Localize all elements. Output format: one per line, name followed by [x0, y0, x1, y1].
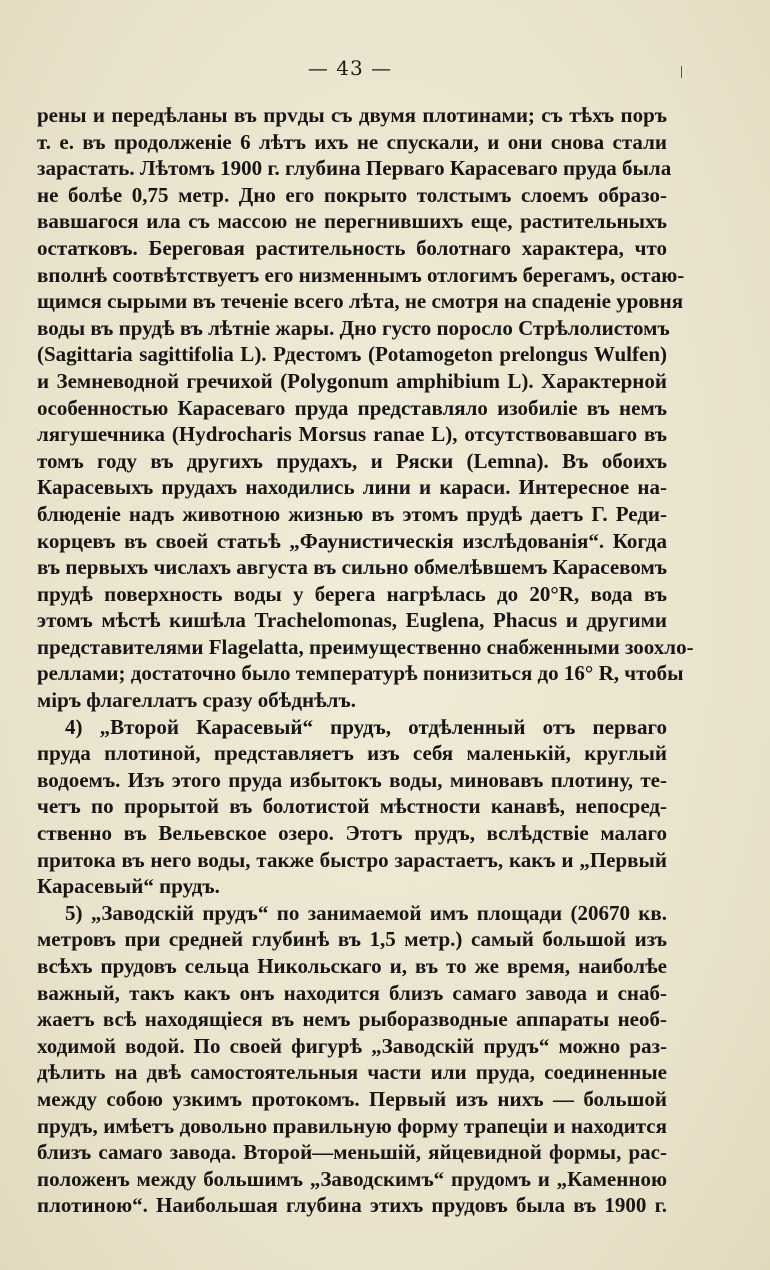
text-line: вавшагося ила съ массою не перегнившихъ еще, растительныхъ [37, 209, 667, 234]
text-line: т. е. въ продолженіе 6 лѣтъ ихъ не спускали, и они снова стали [37, 129, 667, 154]
paragraph-start-line: 5) „Заводскій прудъ“ по занимаемой имъ площади (20670 кв. [65, 900, 667, 925]
text-line: воды въ прудѣ въ лѣтніе жары. Дно густо поросло Стрѣлолистомъ [37, 315, 670, 340]
text-line: вполнѣ соотвѣтствуетъ его низменнымъ отлогимъ берегамъ, остаю- [37, 262, 685, 287]
paragraph-end-line: міръ флагеллатъ сразу обѣднѣлъ. [37, 688, 356, 713]
text-line: корцевъ въ своей статьѣ „Фаунистическія изслѣдованія“. Когда [37, 528, 667, 553]
text-line: этомъ мѣстѣ кишѣла Trachelomonas, Euglena, Phacus и другими [37, 608, 667, 633]
text-line: представителями Flagelatta, преимущественно снабженными зоохло- [37, 634, 694, 659]
text-line: Карасевыхъ прудахъ находились лини и караси. Интересное на- [37, 475, 667, 500]
text-line: въ первыхъ числахъ августа въ сильно обмелѣвшемъ Карасевомъ [37, 555, 667, 580]
text-line: всѣхъ прудовъ сельца Никольскаго и, въ то же время, наиболѣе [37, 954, 667, 978]
page-mark [681, 66, 682, 78]
text-line: томъ году въ другихъ прудахъ, и Ряски (Lemna). Въ обоихъ [37, 448, 667, 473]
text-line: водоемъ. Изъ этого пруда избытокъ воды, миновавъ плотину, те- [37, 767, 667, 792]
text-line: жаетъ всѣ находящіеся въ немъ рыборазводные аппараты необ- [37, 1007, 667, 1032]
text-line: пруда плотиной, представляетъ изъ себя маленькій, круглый [37, 741, 667, 766]
text-line: между собою узкимъ протокомъ. Первый изъ нихъ — большой [37, 1086, 667, 1111]
text-line: особенностью Карасеваго пруда представляло изобиліе въ немъ [37, 395, 667, 420]
text-line: (Sagittaria sagittifolia L). Рдестомъ (Potamogeton prelongus Wulfen) [37, 342, 667, 367]
text-line: щимся сырыми въ теченіе всего лѣта, не смотря на спаденіе уровня [37, 289, 684, 314]
text-line: четъ по прорытой въ болотистой мѣстности канавѣ, непосред- [37, 794, 667, 819]
text-line: важный, такъ какъ онъ находится близъ самаго завода и снаб- [37, 980, 667, 1005]
text-line: дѣлить на двѣ самостоятельныя части или пруда, соединенные [37, 1060, 667, 1085]
text-line: прудъ, имѣетъ довольно правильную форму трапеціи и находится [37, 1113, 667, 1138]
text-line: плотиною“. Наибольшая глубина этихъ прудовъ была въ 1900 г. [37, 1193, 667, 1218]
text-line: остатковъ. Береговая растительность болотнаго характера, что [37, 235, 667, 260]
text-line: притока въ него воды, также быстро зарастаетъ, какъ и „Первый [37, 847, 667, 872]
text-line: реллами; достаточно было температурѣ понизиться до 16° R, чтобы [37, 661, 684, 686]
body-text [37, 102, 694, 1219]
text-line: лягушечника (Hydrocharis Morsus ranae L), отсутствовавшаго въ [37, 422, 667, 447]
text-line: зарастать. Лѣтомъ 1900 г. глубина Перваго Карасеваго пруда была [37, 156, 672, 181]
text-line: метровъ при средней глубинѣ въ 1,5 метр.) самый большой изъ [37, 927, 667, 952]
text-line: не болѣе 0,75 метр. Дно его покрыто толстымъ слоемъ образо- [37, 182, 667, 207]
text-line: рены и передѣланы въ прvды съ двумя плотинами; съ тѣхъ поръ [37, 103, 667, 127]
text-line: ственно въ Вельевское озеро. Этотъ прудъ, вслѣдствіе малаго [37, 821, 667, 846]
text-line: прудѣ поверхность воды у берега нагрѣлась до 20°R, вода въ [37, 581, 667, 606]
text-line: близъ самаго завода. Второй—меньшій, яйцевидной формы, рас- [37, 1140, 667, 1165]
text-line: и Земневодной гречихой (Polygonum amphibium L). Характерной [37, 368, 667, 393]
text-line: ходимой водой. По своей фигурѣ „Заводскій прудъ“ можно раз- [37, 1033, 667, 1058]
paragraph-end-line: Карасевый“ прудъ. [37, 874, 220, 899]
paragraph-start-line: 4) „Второй Карасевый“ прудъ, отдѣленный отъ перваго [65, 714, 667, 739]
page-number: — 43 — [307, 56, 393, 80]
text-line: блюденіе надъ животною жизнью въ этомъ прудѣ даетъ Г. Реди- [37, 501, 667, 526]
text-line: положенъ между большимъ „Заводскимъ“ прудомъ и „Каменною [37, 1166, 667, 1191]
